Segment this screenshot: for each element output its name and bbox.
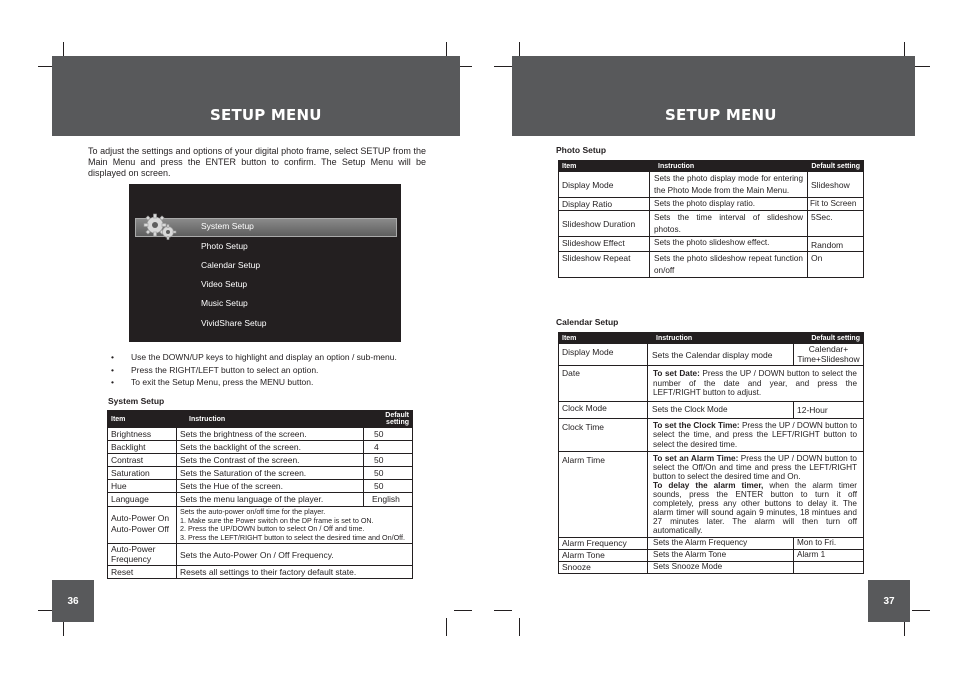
left-page-number: 36 [52,580,94,622]
table-row: Saturation Sets the Saturation of the screen. 50 [108,467,413,480]
table-row: Snooze Sets Snooze Mode [559,562,864,574]
gears-icon [143,212,177,242]
right-page-number: 37 [868,580,910,622]
table-row: Display Ratio Sets the photo display ratio. Fit to Screen [559,198,864,211]
table-row: Alarm Time To set an Alarm Time: Press the UP / DOWN button to select the Off/On and time and press the LEFT/RIGHT button to select the desired time and On. To delay the alarm timer, when the alarm timer sounds, press the ENTER button to turn it off completely, press any other buttons to delay it. The alarm timer will sound again 9 minutes, 18 mintues and 27 minutes later. The alarm will then turn off automatically. [559,452,864,538]
left-header-band [52,56,460,136]
column-header: Instruction [177,411,364,428]
column-header: Item [559,333,648,344]
crop-mark [494,66,512,67]
table-row: Display Mode Sets the photo display mode for entering the Photo Mode from the Main Menu. Slideshow [559,172,864,198]
table-row: Auto-Power Frequency Sets the Auto-Power On / Off Frequency. [108,544,413,566]
column-header: Item [108,411,177,428]
right-header-band [512,56,915,136]
crop-mark [912,610,930,611]
menu-item-system-setup[interactable]: System Setup [201,221,254,231]
setup-menu-screen [129,184,401,342]
menu-item-video-setup[interactable]: Video Setup [201,279,248,289]
table-row: Reset Resets all settings to their factory default state. [108,566,413,579]
column-header: Item [559,161,650,172]
right-page-title: SETUP MENU [665,106,777,124]
instruction-bullets [110,351,430,389]
bullet-item: • Press the RIGHT/LEFT button to select an option. [111,364,319,375]
table-row: Display Mode Sets the Calendar display mode Calendar+ Time+Slideshow [559,344,864,366]
column-header: Instruction [648,333,794,344]
system-setup-heading: System Setup [108,396,165,406]
table-row: Slideshow Duration Sets the time interval of slideshow photos. 5Sec. [559,211,864,237]
column-header: Default setting [794,333,864,344]
calendar-setup-table [558,332,864,574]
menu-item-vividshare-setup[interactable]: VividShare Setup [201,318,267,328]
left-page-title: SETUP MENU [210,106,322,124]
menu-item-photo-setup[interactable]: Photo Setup [201,241,248,251]
table-row: Slideshow Repeat Sets the photo slideshow repeat function on/off On [559,252,864,278]
crop-mark [494,610,512,611]
bullet-item: • To exit the Setup Menu, press the MENU button. [111,377,314,388]
table-row: Auto-Power On Auto-Power Off Sets the auto-power on/off time for the player. 1. Make sure the Power switch on the DP frame is set to ON. 2. Press the UP/DOWN button to select On / Off and time. 3. Press the LEFT/RIGHT button to select the desired time and On/Off. [108,507,413,544]
column-header: Default setting [364,411,413,428]
column-header: Default setting [808,161,864,172]
column-header: Instruction [650,161,808,172]
table-row: Date To set Date: Press the UP / DOWN button to select the number of the date and year, and press the LEFT/RIGHT button to adjust. [559,366,864,402]
table-row: Backlight Sets the backlight of the screen. 4 [108,441,413,454]
table-row: Alarm Tone Sets the Alarm Tone Alarm 1 [559,550,864,562]
table-row: Clock Time To set the Clock Time: Press the UP / DOWN button to select the time, and press the LEFT/RIGHT button to select the desired time. [559,418,864,452]
table-row: Slideshow Effect Sets the photo slideshow effect. Random [559,237,864,252]
system-setup-table [107,410,413,579]
menu-item-music-setup[interactable]: Music Setup [201,298,248,308]
photo-setup-table [558,160,864,278]
menu-item-calendar-setup[interactable]: Calendar Setup [201,260,261,270]
crop-mark [446,618,447,636]
table-row: Contrast Sets the Contrast of the screen. 50 [108,454,413,467]
photo-setup-heading: Photo Setup [556,145,607,155]
table-row: Hue Sets the Hue of the screen. 50 [108,480,413,493]
crop-mark [454,610,472,611]
table-row: Clock Mode Sets the Clock Mode 12-Hour [559,401,864,418]
table-row: Language Sets the menu language of the player. English [108,493,413,507]
table-row: Alarm Frequency Sets the Alarm Frequency Mon to Fri. [559,538,864,550]
table-row: Brightness Sets the brightness of the screen. 50 [108,428,413,441]
bullet-item: • Use the DOWN/UP keys to highlight and display an option / sub-menu. [111,352,397,363]
intro-text: To adjust the settings and options of your digital photo frame, select SETUP from the Main Menu and press the ENTER button to confirm. The Setup Menu will be displayed on screen. [88,146,426,179]
crop-mark [519,618,520,636]
calendar-setup-heading: Calendar Setup [556,317,619,327]
